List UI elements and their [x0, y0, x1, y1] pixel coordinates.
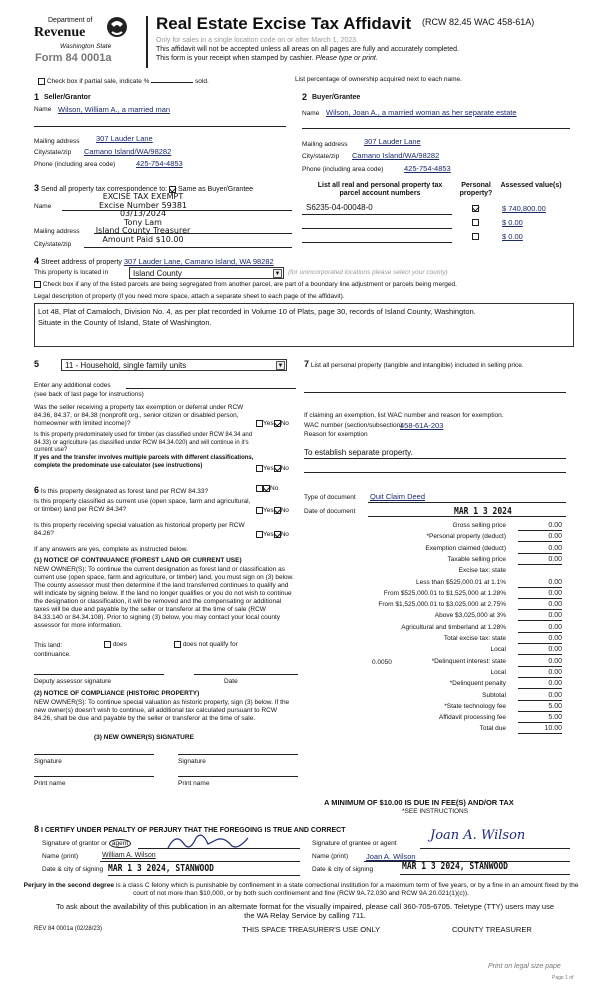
- stamp-line-3: 03/13/2024: [119, 209, 167, 219]
- s2-name[interactable]: Wilson, Joan A., a married woman as her separate estate: [326, 108, 517, 117]
- stamp-line-2: Excise Number 59381: [98, 200, 188, 210]
- does-not-option: [174, 641, 238, 649]
- s5-q2: Is this property predominately used for timber (as classified under RCW 84.34 and 84.33) or agriculture (as classified under RCW 84.34.020) and will continue in it's current use?: [34, 432, 253, 453]
- tax-row-label: From $525,000.01 to $1,525,000 at 1.28%: [383, 589, 506, 597]
- s6-q1-options: [256, 485, 278, 493]
- land-use-value: 11 - Household, single family units: [65, 361, 187, 370]
- tax-row-label: *Delinquent interest: state: [431, 657, 506, 665]
- tax-row-amount[interactable]: 0.00: [518, 669, 562, 678]
- s1-mail[interactable]: 307 Lauder Lane: [96, 134, 153, 143]
- s3-same-label: Same as Buyer/Grantee: [177, 186, 254, 193]
- tax-row-amount[interactable]: 0.00: [518, 692, 562, 701]
- s6-q2-no-checkbox[interactable]: [274, 507, 281, 514]
- s5-q1-yes-checkbox[interactable]: [256, 420, 263, 427]
- s1-city[interactable]: Camano Island/WA/98282: [84, 147, 172, 156]
- ownership-note: List percentage of ownership acquired next to each name.: [295, 76, 462, 83]
- s4-street-row: [34, 256, 274, 266]
- codes-note: (see back of last page for instructions): [34, 391, 144, 398]
- section-2: [302, 92, 570, 178]
- s2-phone-label: Phone (including area code): [302, 166, 384, 173]
- form-number: Form 84 0001a: [35, 52, 112, 64]
- notice1-body: NEW OWNER(S): To continue the current designation as forest land or classification as current use (open space, farm and agriculture, or timber) land, you must sign on (3) below. The county assessor must then determine if the land transferred continues to qualify and will indicate by signing below. If the land no longer qualifies or you do not wish to continue the designation or classification, it will be removed and the compensating or additional taxes will be due and payable by the seller or transferor at the time of sale (RCW 84.33.140 or 84.34.108). Prior to signing (3) below, you may contact your local county assessor for more information.: [34, 566, 294, 629]
- s1-phone[interactable]: 425-754-4853: [136, 159, 183, 168]
- county-select[interactable]: [129, 267, 284, 279]
- doc-type[interactable]: Quit Claim Deed: [370, 492, 426, 501]
- tax-row-label: Total excise tax: state: [443, 635, 506, 642]
- grantor-signature-text: Signature of grantor or: [42, 840, 108, 847]
- parcel-value[interactable]: $ 740,800.00: [502, 204, 546, 213]
- s4-num: 4: [34, 256, 40, 266]
- yes-label: Yes: [263, 531, 274, 539]
- stamp-line-4: Tony Lam: [124, 217, 162, 227]
- header-note3-text: This form is your receipt when stamped by cashier.: [156, 55, 314, 62]
- grantor-name[interactable]: William A. Wilson: [102, 852, 156, 859]
- s3-send-label: Send all property tax correspondence to:: [40, 186, 168, 193]
- legal-description-field[interactable]: [34, 303, 574, 347]
- s6-q3-yes-checkbox[interactable]: [256, 531, 263, 538]
- chevron-down-icon[interactable]: ▼: [274, 271, 281, 277]
- stamp-line-1: EXCISE TAX EXEMPT: [102, 192, 184, 201]
- chevron-down-icon[interactable]: ▼: [277, 363, 284, 369]
- wac-number[interactable]: 458-61A-203: [400, 421, 444, 430]
- tax-row-label: Affidavit processing fee: [438, 714, 506, 722]
- grantee-signature-label: Signature of grantee or agent: [312, 840, 397, 847]
- s6-q2-yes-checkbox[interactable]: [256, 507, 263, 514]
- s5-q1: Was the seller receiving a property tax exemption or deferral under RCW 84.36, 84.37, or 84.38 (nonprofit org., senior citizen or disabled person, homeowner with limited income)?: [34, 404, 244, 427]
- no-label: No: [280, 507, 289, 515]
- s6-q3-options: [256, 531, 289, 539]
- tax-row-amount[interactable]: 0.00: [518, 533, 562, 542]
- s1-city-label: City/state/zip: [34, 149, 72, 156]
- parcel-personal-checkbox[interactable]: [472, 233, 479, 240]
- deputy-date-label: Date: [224, 678, 238, 685]
- tax-row-label: *State technology fee: [444, 702, 506, 710]
- grantor-signature-label: [42, 840, 131, 848]
- doc-date-stamp: MAR 1 3 2024: [454, 506, 512, 517]
- deputy-signature-label: Deputy assessor signature: [34, 678, 111, 685]
- notice1-title: (1) NOTICE OF CONTINUANCE (FOREST LAND OR CURRENT USE): [34, 557, 242, 564]
- owner-printname-label-2: Print name: [178, 780, 210, 787]
- s4-street[interactable]: 307 Lauder Lane, Camano Island, WA 98282: [123, 257, 274, 266]
- parcel-row: [302, 231, 570, 244]
- tax-row-amount[interactable]: 0.00: [518, 556, 562, 565]
- s6-q3-no-checkbox[interactable]: [274, 531, 281, 538]
- this-land-label: This land:: [34, 642, 63, 649]
- tax-row-amount[interactable]: 5.00: [518, 703, 562, 712]
- tax-row-label: Exemption claimed (deduct): [425, 544, 506, 552]
- tax-row-label: Local: [490, 646, 506, 654]
- tax-row-label: Excise tax: state: [458, 567, 506, 575]
- treasurer-space: THIS SPACE TREASURER'S USE ONLY: [242, 925, 381, 934]
- grantor-signature-icon: [164, 830, 254, 854]
- perjury-note: [18, 882, 584, 898]
- s2-mail[interactable]: 307 Lauder Lane: [364, 137, 421, 146]
- no-label: No: [280, 465, 289, 473]
- grantor-date-label: Date & city of signing: [42, 866, 104, 873]
- s3-city-label: City/state/zip: [34, 241, 72, 248]
- legal-label: Legal description of property (if you need more space, attach a separate sheet to each page of the affidavit).: [34, 293, 345, 300]
- tax-calculation: [304, 522, 572, 818]
- partial-sold: sold.: [195, 78, 209, 86]
- s5-q1-options: [256, 420, 289, 428]
- perjury-text: is a class C felony which is punishable by confinement in a state correctional institution for a maximum term of five years, or by a fine in an amount fixed by the court of not more than $10,000, or by both such confinement and fine (RCW 9A.72.030 and RCW 9A.20.021(1)(c)).: [114, 882, 579, 897]
- parcel-row: [302, 202, 570, 215]
- continuance-label: continuance.: [34, 651, 71, 658]
- local-rate: 0.0050: [372, 659, 392, 666]
- does-label: does: [112, 641, 127, 649]
- s7-label: List all personal property (tangible and intangible) included in selling price.: [310, 362, 524, 369]
- notice3-title: (3) NEW OWNER(S) SIGNATURE: [94, 734, 194, 741]
- segregate-row: [34, 281, 457, 289]
- owner-signature-label-2: Signature: [178, 758, 206, 765]
- owner-signature-label: Signature: [34, 758, 62, 765]
- county-treasurer: COUNTY TREASURER: [452, 925, 532, 934]
- tax-row-label: Above $3,025,000 at 3%: [434, 612, 506, 620]
- s2-mail-label: Mailing address: [302, 141, 348, 148]
- s6-num: 6: [34, 485, 40, 495]
- tax-row-amount[interactable]: 5.00: [518, 714, 562, 723]
- grantee-date-label: Date & city of signing: [312, 866, 374, 873]
- segregate-checkbox[interactable]: [34, 281, 41, 288]
- does-option: [104, 641, 127, 649]
- s7-label-row: [304, 360, 566, 370]
- notice2-body: NEW OWNER(S): To continue special valuation as historic property, sign (3) below. If the new owner(s) doesn't wish to continue, all additional tax calculated pursuant to RCW 84.26, shall be due and payable by the seller or transferor at the time of sale.: [34, 699, 290, 722]
- does-not-label: does not qualify for: [182, 641, 238, 649]
- tax-row-label: Agricultural and timberland at 1.28%: [401, 623, 506, 631]
- notice2-title: (2) NOTICE OF COMPLIANCE (HISTORIC PROPERTY): [34, 690, 200, 697]
- s8-cert: I CERTIFY UNDER PENALTY OF PERJURY THAT THE FOREGOING IS TRUE AND CORRECT: [40, 827, 346, 834]
- s6-ifany: If any answers are yes, complete as instructed below.: [34, 546, 188, 553]
- header-note3: [156, 55, 378, 62]
- doc-date-label: Date of document: [304, 508, 356, 515]
- parcel-personal-checkbox[interactable]: [472, 205, 479, 212]
- parcel-header-personal: Personal property?: [459, 182, 493, 197]
- grantee-date[interactable]: MAR 1 3 2024, STANWOOD: [402, 861, 508, 872]
- tax-row-amount[interactable]: 0.00: [518, 545, 562, 554]
- legal-line-1: Lot 48, Plat of Camaloch, Division No. 4, as per plat recorded in Volume 10 of Plats, page 30, records of Island County, Washington.: [38, 307, 476, 316]
- s7-num: 7: [304, 359, 310, 369]
- wac-label: WAC number (section/subsection): [304, 422, 403, 429]
- s1-mail-label: Mailing address: [34, 138, 80, 145]
- s4-street-label: Street address of property: [40, 259, 122, 266]
- s3-name-label: Name: [34, 203, 52, 210]
- logo-swoosh-icon: [106, 14, 128, 42]
- section-3: [34, 183, 294, 253]
- reason-label: Reason for exemption: [304, 431, 368, 438]
- tax-row-label: Less than $525,000.01 at 1.1%: [416, 578, 506, 586]
- codes-label: Enter any additional codes: [34, 382, 111, 389]
- stamp-line-5: Island County Treasurer: [95, 226, 191, 236]
- s1-title: Seller/Grantor: [44, 94, 91, 101]
- owner-printname-label: Print name: [34, 780, 66, 787]
- see-instructions: *SEE INSTRUCTIONS: [402, 808, 469, 815]
- section-7: [304, 358, 572, 523]
- exempt-stamp: [88, 193, 198, 245]
- doc-type-label: Type of document: [304, 494, 356, 501]
- tax-row-amount[interactable]: 0.00: [518, 579, 562, 588]
- s5-q2-yes-checkbox[interactable]: [256, 465, 263, 472]
- s6-q1: Is this property designated as forest land per RCW 84.33?: [40, 488, 209, 495]
- tax-row-amount[interactable]: 0.00: [518, 601, 562, 610]
- form-title: Real Estate Excise Tax Affidavit: [156, 14, 412, 33]
- s2-phone[interactable]: 425-754-4853: [404, 164, 451, 173]
- perjury-bold: Perjury in the second degree: [23, 882, 115, 889]
- tax-row-label: From $1,525,000.01 to $3,025,000 at 2.75%: [378, 601, 506, 609]
- parcel-header-numbers: List all real and personal property tax parcel account numbers: [317, 182, 443, 197]
- tax-row-label: *Delinquent penalty: [449, 680, 506, 688]
- s6-q2: Is this property classified as current use (open space, farm and agricultural, or timber) land per RCW 84.34?: [34, 498, 251, 513]
- parcel-header-value: Assessed value(s): [500, 182, 562, 189]
- partial-sale-row: [38, 78, 209, 86]
- s1-num: 1: [34, 92, 40, 102]
- s3-num: 3: [34, 183, 40, 193]
- land-use-select[interactable]: [61, 359, 287, 371]
- tax-row-amount[interactable]: 0.00: [518, 646, 562, 655]
- s3-mail-label: Mailing address: [34, 228, 80, 235]
- grantee-name[interactable]: Joan A. Wilson: [366, 852, 416, 861]
- does-checkbox[interactable]: [104, 641, 111, 648]
- s5-q1-no-checkbox[interactable]: [274, 420, 281, 427]
- yes-label: Yes: [263, 465, 274, 473]
- tax-row-amount[interactable]: 0.00: [518, 680, 562, 689]
- page-number: Page 1 of: [552, 975, 574, 981]
- legal-line-2: Situate in the County of Island, State of Washington.: [38, 318, 212, 327]
- county-value: Island County: [133, 269, 182, 278]
- parcel-table: [302, 182, 570, 250]
- accessibility-note: To ask about the availability of this publication in an alternate format for the visually impaired, please call 360-705-6705. Teletype (TTY) users may use the WA Relay Service by calling 711.: [55, 902, 555, 920]
- s1-name-label: Name: [34, 106, 52, 113]
- county-note: (for unincorporated locations please select your county): [288, 269, 448, 276]
- tax-row-label: *Personal property (deduct): [426, 533, 506, 541]
- header-note1: Only for sales in a single location code on or after March 1, 2023.: [156, 37, 358, 44]
- s6-q1-yes-checkbox[interactable]: [256, 485, 263, 492]
- rev-number: REV 84 0001a (02/28/23): [34, 926, 103, 932]
- tax-row-amount[interactable]: 0.00: [518, 522, 562, 531]
- claim-label: If claiming an exemption, list WAC number and reason for exemption.: [304, 412, 504, 419]
- parcel-value[interactable]: $ 0.00: [502, 218, 523, 227]
- minimum-due: A MINIMUM OF $10.00 IS DUE IN FEE(S) AND/OR TAX: [324, 798, 514, 807]
- s6-q3: Is this property receiving special valuation as historical property per RCW 84.26?: [34, 522, 245, 537]
- reason-value[interactable]: To establish separate property.: [304, 448, 413, 457]
- s2-city[interactable]: Camano Island/WA/98282: [352, 151, 440, 160]
- logo-state: Washington State: [60, 43, 112, 50]
- tax-row-amount[interactable]: 0.00: [518, 635, 562, 644]
- tax-row-label: Total due: [479, 725, 506, 733]
- s1-phone-label: Phone (including area code): [34, 161, 116, 168]
- s2-title: Buyer/Grantee: [312, 94, 361, 101]
- partial-sale-checkbox[interactable]: [38, 78, 45, 85]
- stamp-line-6: Amount Paid $10.00: [102, 234, 184, 244]
- agent-label: agent: [109, 839, 131, 848]
- s2-num: 2: [302, 92, 308, 102]
- tax-row-amount[interactable]: 0.00: [518, 624, 562, 633]
- s5-q2-options: [256, 465, 289, 473]
- logo-dept: Department of: [48, 17, 93, 24]
- s5-q2b: If yes and the transfer involves multiple parcels with different classifications, complete the predominate use calculator (see instructions): [34, 455, 254, 469]
- grantor-name-label: Name (print): [42, 853, 79, 860]
- tax-row-label: Gross selling price: [452, 522, 506, 529]
- s2-city-label: City/state/zip: [302, 153, 340, 160]
- s6-q1-no-checkbox[interactable]: [263, 485, 270, 492]
- no-label: No: [280, 420, 289, 428]
- header-note2: This affidavit will not be accepted unless all areas on all pages are fully and accurately completed.: [156, 46, 459, 53]
- tax-row-label: Subtotal: [482, 691, 506, 699]
- no-label: No: [270, 485, 279, 493]
- s1-name[interactable]: Wilson, William A., a married man: [58, 105, 171, 114]
- grantee-signature: Joan A. Wilson: [430, 828, 526, 843]
- s5-q2-no-checkbox[interactable]: [274, 465, 281, 472]
- s4-located-label: This property is located in: [34, 269, 109, 276]
- parcel-personal-checkbox[interactable]: [472, 219, 479, 226]
- legal-size-note: Print on legal size pape: [488, 963, 561, 970]
- tax-row-amount[interactable]: 0.00: [518, 658, 562, 667]
- section-8: [34, 824, 574, 880]
- parcel-value[interactable]: $ 0.00: [502, 232, 523, 241]
- partial-sale-label: Check box if partial sale, indicate %: [46, 78, 150, 86]
- segregate-label: Check box if any of the listed parcels are being segregated from another parcel, are part of a boundary line adjustment or parcels being merged.: [42, 281, 457, 289]
- tax-row-amount[interactable]: 0.00: [518, 590, 562, 599]
- yes-label: Yes: [263, 507, 274, 515]
- dor-logo: [20, 14, 130, 70]
- form-ref: (RCW 82.45 WAC 458-61A): [422, 17, 535, 27]
- tax-row-label: Local: [490, 668, 506, 676]
- header-divider: [146, 16, 148, 68]
- does-not-checkbox[interactable]: [174, 641, 181, 648]
- section-4: [34, 256, 574, 346]
- header-note3-italic: Please type or print.: [315, 55, 378, 62]
- logo-org: Revenue: [34, 25, 86, 40]
- no-label: No: [280, 531, 289, 539]
- parcel-row: [302, 217, 570, 230]
- s2-name-label: Name: [302, 110, 320, 117]
- section-6: [34, 484, 300, 814]
- section-1: [34, 92, 286, 178]
- s5-num: 5: [34, 359, 40, 369]
- parcel-number[interactable]: S6235-04-00048-0: [306, 203, 373, 212]
- s6-q1-row: [34, 486, 260, 496]
- tax-row-label: Taxable selling price: [447, 555, 506, 563]
- yes-label: Yes: [263, 420, 274, 428]
- section-5: [34, 358, 300, 483]
- grantor-date[interactable]: MAR 1 3 2024, STANWOOD: [108, 863, 214, 874]
- s8-num: 8: [34, 824, 40, 834]
- tax-row-amount[interactable]: 0.00: [518, 612, 562, 621]
- tax-row-amount[interactable]: 10.00: [518, 725, 562, 734]
- s6-q2-options: [256, 507, 289, 515]
- grantee-name-label: Name (print): [312, 853, 349, 860]
